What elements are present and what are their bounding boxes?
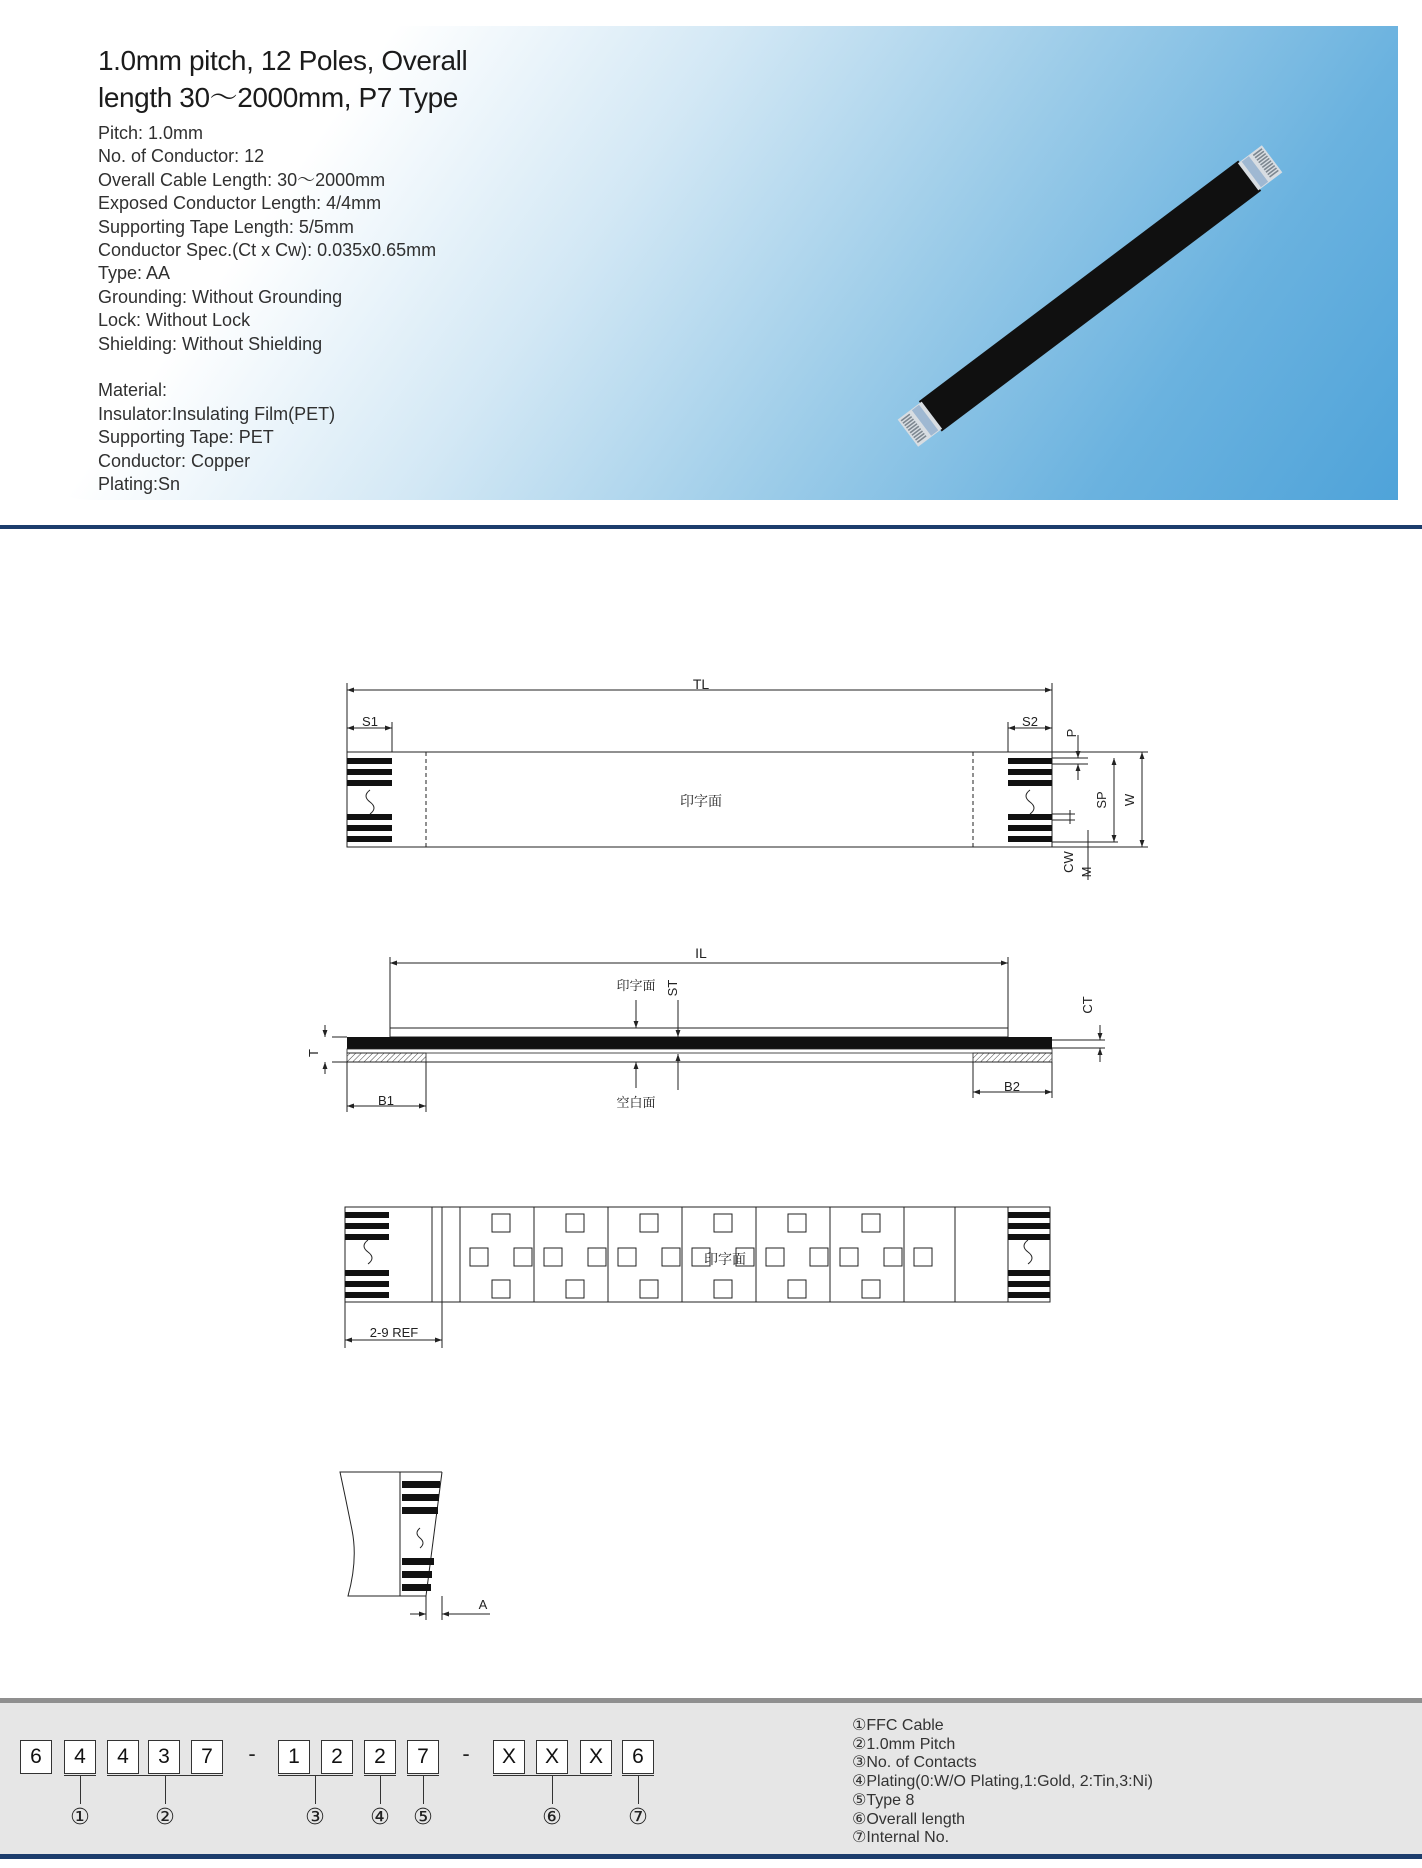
legend-item-7: ⑦Internal No. [852, 1829, 950, 1847]
dim-t: T [306, 1049, 321, 1057]
spec-conductor-spec: Conductor Spec.(Ct x Cw): 0.035x0.65mm [98, 240, 437, 261]
dim-s2: S2 [1022, 714, 1038, 729]
pn-marker-4: ④ [370, 1804, 390, 1829]
pn-marker-7: ⑦ [628, 1804, 648, 1829]
pn-digit-1: 6 [20, 1740, 52, 1774]
material-heading: Material: [98, 380, 168, 401]
pn-digit-10: X [493, 1740, 525, 1774]
pn-marker-6: ⑥ [542, 1804, 562, 1829]
spec-grounding: Grounding: Without Grounding [98, 286, 343, 307]
part-number-legend [852, 1717, 1392, 1848]
pn-digit-12: X [580, 1740, 612, 1774]
dim-cw: CW [1061, 851, 1076, 873]
pn-digit-9: 7 [407, 1740, 439, 1774]
pn-marker-2: ② [155, 1804, 175, 1829]
material-supporting-tape: Supporting Tape: PET [98, 427, 274, 448]
print-side-label-shield: 印字面 [704, 1251, 746, 1267]
spec-type: Type: AA [98, 263, 171, 284]
product-title-line1: 1.0mm pitch, 12 Poles, Overall [98, 45, 468, 76]
detail-view-conductors [402, 1481, 440, 1591]
pn-digit-3: 4 [107, 1740, 139, 1774]
pn-dash-2: - [462, 1741, 470, 1766]
shield-view [345, 1207, 1050, 1348]
dim-b1: B1 [378, 1093, 394, 1108]
legend-item-4: ④Plating(0:W/O Plating,1:Gold, 2:Tin,3:Ni) [852, 1773, 1153, 1791]
pn-digit-8: 2 [364, 1740, 396, 1774]
shield-view-conductors [345, 1212, 1050, 1298]
print-side-label-side: 印字面 [616, 978, 656, 993]
spec-cable-length: Overall Cable Length: 30～2000mm [98, 169, 386, 190]
pn-stem-2 [165, 1776, 166, 1804]
pn-digit-11: X [536, 1740, 568, 1774]
dim-ct: CT [1080, 996, 1095, 1014]
product-title-line2: length 30～2000mm, P7 Type [98, 82, 458, 113]
part-number-panel [0, 1698, 1422, 1858]
material-insulator: Insulator:Insulating Film(PET) [98, 403, 336, 424]
legend-item-6: ⑥Overall length [852, 1810, 966, 1828]
blank-side-label: 空白面 [616, 1095, 656, 1110]
pn-stem-7 [638, 1776, 639, 1804]
legend-item-1: ①FFC Cable [852, 1717, 944, 1734]
dim-tl: TL [692, 676, 710, 692]
dim-st: ST [665, 979, 680, 997]
spec-tape-length: Supporting Tape Length: 5/5mm [98, 216, 354, 237]
legend-item-2: ②1.0mm Pitch [852, 1735, 956, 1753]
dim-a: A [478, 1597, 488, 1612]
pn-digit-4: 3 [148, 1740, 180, 1774]
pn-stem-6 [552, 1776, 553, 1804]
dim-p: P [1064, 728, 1079, 738]
pn-stem-5 [423, 1776, 424, 1804]
dim-m: M [1079, 866, 1094, 878]
pn-marker-5: ⑤ [413, 1804, 433, 1829]
dim-il: IL [695, 945, 707, 961]
spec-lock: Lock: Without Lock [98, 310, 251, 331]
print-side-label-top: 印字面 [680, 793, 722, 809]
legend-item-3: ③No. of Contacts [852, 1754, 977, 1772]
pn-marker-1: ① [70, 1804, 90, 1829]
pn-stem-4 [380, 1776, 381, 1804]
side-view [325, 957, 1105, 1112]
pn-stem-3 [315, 1776, 316, 1804]
spec-shielding: Shielding: Without Shielding [98, 333, 323, 354]
footer-divider [0, 1854, 1422, 1859]
shield-mesh [460, 1207, 932, 1302]
side-view-layers [347, 1037, 1052, 1062]
spec-exposed-length: Exposed Conductor Length: 4/4mm [98, 193, 382, 214]
pn-digit-2: 4 [64, 1740, 96, 1774]
dim-sp: SP [1094, 791, 1109, 809]
pn-digit-7: 2 [321, 1740, 353, 1774]
pn-digit-6: 1 [278, 1740, 310, 1774]
spec-conductors: No. of Conductor: 12 [98, 146, 265, 167]
pn-digit-13: 6 [622, 1740, 654, 1774]
pn-marker-3: ③ [305, 1804, 325, 1829]
pn-stem-1 [80, 1776, 81, 1804]
material-plating: Plating:Sn [98, 474, 181, 495]
legend-item-5: ⑤Type 8 [852, 1791, 915, 1809]
top-view [347, 683, 1052, 847]
spec-pitch: Pitch: 1.0mm [98, 123, 204, 143]
dim-w: W [1122, 793, 1137, 807]
pn-digit-5: 7 [191, 1740, 223, 1774]
material-conductor: Conductor: Copper [98, 450, 251, 471]
pn-dash-1: - [248, 1741, 256, 1766]
dim-b2: B2 [1004, 1079, 1020, 1094]
dim-ref: 2-9 REF [369, 1325, 419, 1340]
dim-s1: S1 [362, 714, 378, 729]
